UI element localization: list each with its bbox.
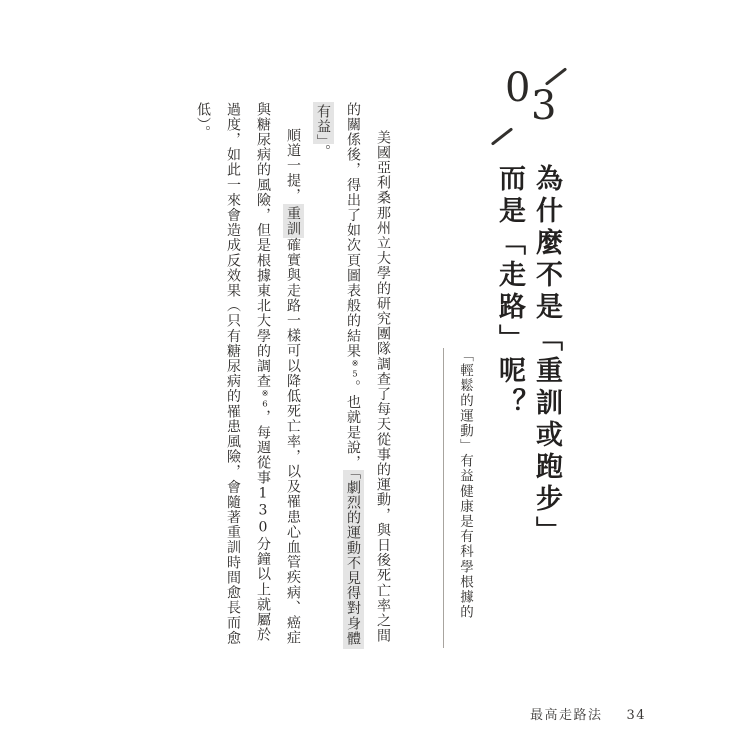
- highlighted-text: 重訓: [283, 204, 304, 238]
- body-text: 。: [315, 144, 331, 160]
- body-column-1: [374, 102, 391, 643]
- body-column-6: [224, 102, 241, 646]
- chapter-title-line2: 而是「走路」呢？: [494, 164, 525, 420]
- body-text: 確實與走路一樣可以降低死亡率，以及罹患心血管疾病、癌症: [285, 237, 301, 646]
- body-text: 低）。: [195, 102, 211, 141]
- page-number: 34: [626, 708, 647, 723]
- body-column-5: [254, 102, 271, 642]
- body-column-3: [314, 102, 331, 159]
- book-title: 最高走路法: [530, 708, 603, 723]
- chapter-number-mark: [483, 55, 583, 155]
- body-text: 過度，如此一來會造成反效果（只有糖尿病的罹患風險，會隨著重訓時間愈長而愈: [225, 102, 241, 646]
- body-text: ，每週從事130分鐘以上就屬於: [255, 409, 271, 643]
- diagonal-slash-icon: [491, 127, 513, 145]
- chapter-title-line1: 為什麼不是「重訓或跑步」: [531, 164, 562, 548]
- page-footer: [530, 704, 646, 723]
- body-text: 與糖尿病的風險，但是根據東北大學的調查: [255, 102, 271, 389]
- footnote-marker: ※5: [350, 358, 360, 380]
- body-column-2: [344, 102, 361, 649]
- chapter-digit: 0: [505, 65, 531, 111]
- body-text: 。也就是說，: [345, 379, 361, 471]
- highlighted-text: 有益」: [313, 102, 334, 144]
- chapter-subtitle-text: 「輕鬆的運動」有益健康是有科學根據的: [457, 348, 473, 620]
- highlighted-text: 「劇烈的運動不見得對身體: [343, 470, 364, 648]
- body-text: 順道一提，: [285, 128, 301, 204]
- body-column-4: [284, 102, 301, 645]
- footnote-marker: ※6: [260, 388, 270, 410]
- body-column-7: [194, 102, 211, 140]
- chapter-digit: 3: [531, 83, 557, 129]
- body-text: 的關係後，得出了如次頁圖表般的結果: [345, 102, 361, 359]
- chapter-subtitle: [443, 348, 478, 648]
- body-text: 美國亞利桑那州立大學的研究團隊調查了每天從事的運動，與日後死亡率之間: [375, 130, 391, 644]
